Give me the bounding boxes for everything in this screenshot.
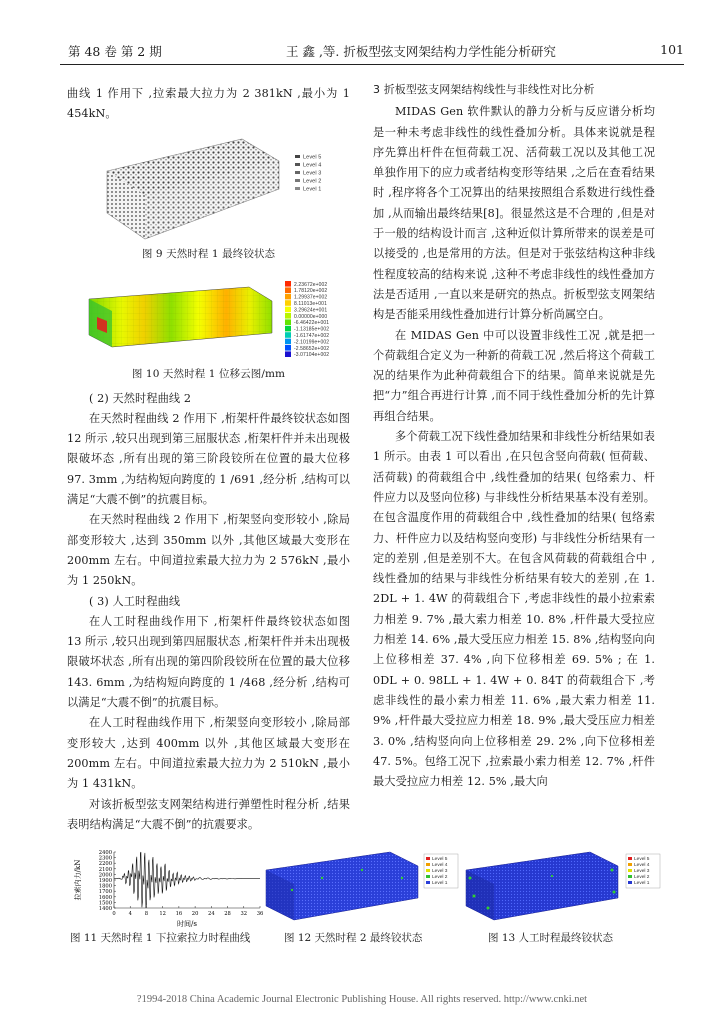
- fig10-legend-label: -3.07104e+002: [294, 351, 330, 358]
- right-column: [373, 80, 655, 792]
- fig9-legend-2: Level 4: [303, 162, 322, 169]
- fig9-legend-4: Level 2: [303, 178, 322, 185]
- fig12-legend-4: Level 2: [432, 875, 448, 880]
- fig10-legend-label: 2.23672e+002: [294, 281, 328, 288]
- copyright-footer: ?1994-2018 China Academic Journal Electronic Publishing House. All rights reserved. http://www.cnki.net: [136, 994, 588, 1005]
- running-header: [60, 40, 684, 60]
- figure-13: [462, 848, 662, 924]
- fig11-xlabel: 时间/s: [177, 920, 197, 928]
- fig9-legend-3: Level 3: [303, 170, 322, 177]
- fig10-legend-swatch: [285, 325, 291, 331]
- fig11-x-tick-label: 28: [224, 911, 231, 917]
- fig12-legend-2: Level 4: [432, 863, 448, 868]
- fig10-legend-swatch: [285, 319, 291, 325]
- journal-volume: 第 48 卷 第 2 期: [68, 44, 162, 59]
- fig11-y-tick-label: 1900: [98, 878, 112, 884]
- fig10-caption: 图 10 天然时程 1 位移云图/mm: [131, 367, 286, 380]
- fig11-x-tick-label: 16: [175, 911, 183, 917]
- fig9-caption: 图 9 天然时程 1 最终铰状态: [141, 247, 276, 260]
- figure-10: [67, 277, 350, 361]
- fig11-cable-force-chart: [70, 848, 266, 930]
- fig10-legend-label: 1.78120e+002: [294, 287, 328, 294]
- sub3-paragraph-2: 在人工时程曲线作用下 ,桁架竖向变形较小 ,除局部变形较大 ,达到 400mm 以外 ,其他区域最大变形在 200mm 左右。中间道拉索最大拉力为 2 510kN ,最小为 1 431kN。: [67, 716, 350, 791]
- right-paragraph-1: MIDAS Gen 软件默认的静力分析与反应谱分析均是一种未考虑非线性的线性叠加分析。具体来说就是程序先算出杆件在恒荷载工况、活荷载工况以及其他工况单独作用下的应力或者结构变形等结果 ,之后在查看结果时 ,程序将各个工况算出的结果按照组合系数进行线性叠加 ,从而输出最终结果[8]。很显然这是不合理的 ,但是对于一般的结构设计而言 ,这种近似计算所带来的误差是可以接受的 ,也是常用的方法。但是对于张弦结构这种非线性程度较高的结构来说 ,这种不考虑非线性的线性叠加方法是否适用 ,一直以来是研究的热点。折板型弦支网架结构是否能采用线性叠加进行计算分析尚属空白。: [373, 105, 655, 322]
- fig10-legend-label: -1.61747e+002: [294, 332, 330, 339]
- fig13-hinge-model: [462, 848, 662, 924]
- fig11-x-tick-label: 36: [256, 911, 264, 917]
- fig11-x-tick-label: 0: [112, 911, 116, 917]
- fig13-legend-1: Level 5: [634, 857, 650, 862]
- sub3-paragraph-3: 对该折板型弦支网架结构进行弹塑性时程分析 ,结果表明结构满足“大震不倒”的抗震要求。: [67, 797, 350, 831]
- fig10-legend-swatch: [285, 293, 291, 299]
- fig13-legend-3: Level 3: [634, 869, 650, 874]
- fig11-y-tick-label: 2000: [98, 872, 112, 879]
- fig11-y-tick-label: 2400: [98, 850, 112, 856]
- fig10-displacement-contour: [67, 277, 350, 361]
- header-rule: [60, 64, 684, 65]
- figure-11: [70, 848, 266, 930]
- fig13-legend-2: Level 4: [634, 863, 650, 868]
- fig11-y-tick-label: 1800: [98, 883, 112, 890]
- fig11-caption: 图 11 天然时程 1 下拉索拉力时程曲线: [70, 932, 251, 944]
- sub2-paragraph-2: 在天然时程曲线 2 作用下 ,桁架竖向变形较小 ,除局部变形较大 ,达到 350mm 以外 ,其他区域最大变形在 200mm 左右。中间道拉索最大拉力为 2 576kN ,最小为 1 250kN。: [67, 513, 350, 588]
- fig9-hinge-model: [67, 131, 350, 243]
- fig9-legend-5: Level 1: [303, 186, 322, 193]
- subsection-2-title: ( 2) 天然时程曲线 2: [89, 391, 192, 405]
- subsection-3-title: ( 3) 人工时程曲线: [89, 594, 181, 608]
- fig10-legend-label: -2.10199e+002: [294, 338, 330, 345]
- fig10-legend-swatch: [285, 351, 291, 357]
- sub3-paragraph-1: 在人工时程曲线作用下 ,桁架杆件最终铰状态如图 13 所示 ,较只出现到第四屈服状态 ,桁架杆件并未出现极限破坏状态 ,所有出现的第四阶段铰所在位置的最大位移 143. 6mm ,为结构短向跨度的 1 /468 ,经分析 ,结构可以满足“大震不倒”的抗震目标。: [67, 614, 350, 710]
- fig11-x-tick-label: 20: [191, 911, 199, 917]
- fig10-legend-swatch: [285, 306, 291, 312]
- fig11-y-tick-label: 1700: [98, 889, 112, 896]
- fig11-y-tick-label: 2200: [98, 861, 112, 868]
- fig11-y-tick-label: 2100: [98, 866, 112, 873]
- sub2-paragraph-1: 在天然时程曲线 2 作用下 ,桁架杆件最终铰状态如图 12 所示 ,较只出现到第三屈服状态 ,桁架杆件并未出现极限破坏态 ,所有出现的第三阶段铰所在位置的最大位移 97. 3mm ,为结构短向跨度的 1 /691 ,经分析 ,结构可以满足“大震不倒”的抗震目标。: [67, 411, 350, 507]
- right-paragraph-2: 在 MIDAS Gen 中可以设置非线性工况 ,就是把一个荷载组合定义为一种新的荷载工况 ,然后将这个荷载工况的结果作为此种荷载组合下的结果。简单来说就是先把“力”组合再进行计算 ,而不同于线性叠加分析的先计算再组合结果。: [373, 328, 655, 423]
- fig13-legend-5: Level 1: [634, 881, 650, 886]
- fig11-y-tick-label: 1500: [98, 900, 112, 907]
- fig11-y-tick-label: 2300: [98, 855, 112, 862]
- section-3-title: 3 折板型弦支网架结构线性与非线性对比分析: [373, 83, 595, 96]
- fig12-legend-1: Level 5: [432, 857, 448, 862]
- fig10-legend-label: -1.13185e+002: [294, 326, 330, 333]
- fig10-legend-label: -2.58652e+002: [294, 345, 330, 352]
- fig13-legend-4: Level 2: [634, 875, 650, 880]
- intro-paragraph: 曲线 1 作用下 ,拉索最大拉力为 2 381kN ,最小为 1 454kN。: [67, 87, 350, 121]
- fig11-series-line: [114, 852, 260, 908]
- fig10-legend-label: 3.29624e+001: [294, 306, 328, 313]
- fig11-x-tick-label: 32: [240, 911, 248, 917]
- fig13-caption: 图 13 人工时程最终铰状态: [488, 932, 614, 944]
- figure-9: [67, 131, 350, 243]
- fig11-ylabel: 拉索内力/kN: [74, 859, 82, 901]
- fig11-y-tick-label: 1400: [98, 906, 112, 912]
- fig9-legend-1: Level 5: [303, 154, 322, 161]
- left-column: [67, 84, 350, 835]
- running-title: 王 鑫 ,等. 折板型弦支网架结构力学性能分析研究: [286, 44, 556, 59]
- fig10-legend-swatch: [285, 281, 291, 287]
- fig10-legend-label: 1.29937e+002: [294, 294, 328, 301]
- fig10-legend-label: 8.11013e+001: [294, 300, 327, 307]
- figure-12: [262, 848, 460, 924]
- fig12-caption: 图 12 天然时程 2 最终铰状态: [284, 932, 423, 944]
- fig10-legend-swatch: [285, 313, 291, 319]
- fig11-x-tick-label: 12: [159, 911, 166, 917]
- fig10-legend-swatch: [285, 338, 291, 344]
- right-paragraph-3: 多个荷载工况下线性叠加结果和非线性分析结果如表 1 所示。由表 1 可以看出 ,在只包含竖向荷载( 恒荷载、活荷载) 的荷载组合中 ,线性叠加的结果( 包络索力、杆件应力以及竖向位移) 与非线性分析结果基本没有差别。在包含温度作用的荷载组合中 ,线性叠加的结果( 包络索力、杆件应力以及结构竖向变形) 与非线性分析结果有一定的差别 ,但是差别不大。在包含风荷载的荷载组合中 ,线性叠加的结果与非线性分析结果有较大的差别 ,在 1. 2DL + 1. 4W 的荷载组合下 ,考虑非线性的最小拉索索力相差 9. 7% ,最大索力相差 10. 8% ,杆件最大受拉应力相差 14. 6% ,最大受压应力相差 15. 8% ,结构竖向向上位移相差 37. 4% ,向下位移相差 69. 5% ; 在 1. 0DL + 0. 98LL + 1. 4W + 0. 84T 的荷载组合下 ,考虑非线性的最小索力相差 11. 6% ,最大索力相差 11. 9% ,杆件最大受拉应力相差 18. 9% ,最大受压应力相差 3. 0% ,结构竖向向上位移相差 29. 2% ,向下位移相差 47. 5%。包络工况下 ,拉索最小索力相差 12. 7% ,杆件最大受拉应力相差 12. 5% ,最大向: [373, 430, 655, 789]
- fig10-legend-label: 0.00000e+000: [294, 313, 328, 320]
- fig11-x-tick-label: 8: [144, 911, 149, 917]
- fig10-legend-label: -6.46422e+001: [294, 319, 330, 326]
- page-number: 101: [660, 42, 684, 57]
- fig11-x-tick-label: 24: [208, 911, 215, 917]
- fig10-legend: [285, 281, 329, 358]
- fig12-legend-3: Level 3: [432, 869, 448, 874]
- fig10-legend-swatch: [285, 300, 291, 306]
- fig10-legend-swatch: [285, 345, 291, 351]
- fig10-legend-swatch: [285, 332, 291, 338]
- fig11-x-tick-label: 4: [128, 911, 132, 917]
- fig12-legend-5: Level 1: [432, 881, 448, 886]
- fig10-legend-swatch: [285, 287, 291, 293]
- fig11-y-tick-label: 1600: [98, 894, 112, 901]
- fig12-hinge-model: [262, 848, 460, 924]
